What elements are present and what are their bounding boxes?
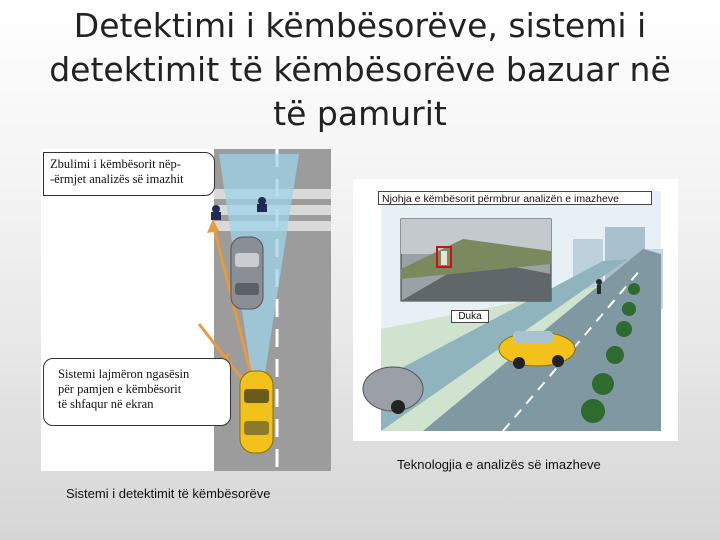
- pedestrian-detection-diagram: [41, 149, 331, 471]
- slide-title: [20, 4, 700, 136]
- callout-top-line-1: Zbulimi i këmbësorit nëp-: [50, 157, 181, 171]
- pedestrian-icon-2: [211, 205, 221, 220]
- left-figure-caption: Sistemi i detektimit të këmbësorëve: [66, 486, 271, 501]
- recognition-banner: Njohja e këmbësorit përmbrur analizën e imazheve: [378, 191, 652, 205]
- title-line-3: të pamurit: [273, 94, 447, 133]
- title-line-1: Detektimi i këmbësorëve, sistemi i: [73, 6, 647, 45]
- callout-image-analysis: [43, 152, 215, 196]
- callout-driver-warning: [43, 358, 231, 426]
- pedestrian-icon-1: [257, 197, 267, 212]
- street-scene: [353, 179, 678, 441]
- vehicle-label: Duka: [451, 310, 489, 323]
- callout-top-line-2: -ërmjet analizës së imazhit: [50, 172, 184, 186]
- camera-inset: [401, 219, 551, 301]
- gray-car: [231, 237, 263, 309]
- title-line-2: detektimit të këmbësorëve bazuar në: [49, 50, 671, 89]
- right-figure-caption: Teknologjia e analizës së imazheve: [397, 457, 601, 472]
- callout-bottom-line-2: për pamjen e këmbësorit: [58, 382, 182, 396]
- callout-bottom-line-3: të shfaqur në ekran: [58, 397, 154, 411]
- callout-bottom-line-1: Sistemi lajmëron ngasësin: [58, 367, 190, 381]
- image-analysis-illustration: [353, 179, 678, 441]
- yellow-car: [240, 371, 273, 453]
